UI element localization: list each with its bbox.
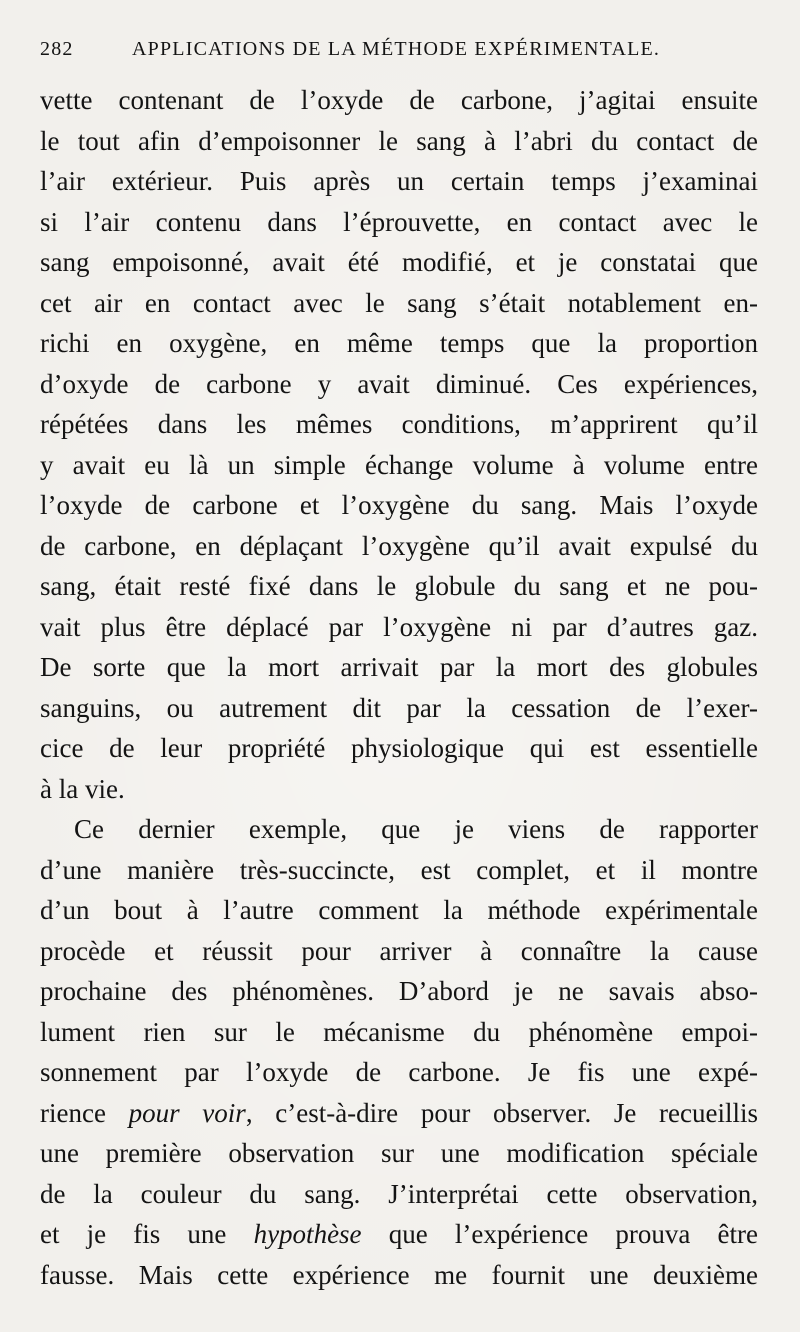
text-line: cet air en contact avec le sang s’était notablement en- [40,287,758,318]
text-line: de carbone, en déplaçant l’oxygène qu’il avait expulsé du [40,530,758,561]
text-line: répétées dans les mêmes conditions, m’apprirent qu’il [40,409,758,439]
text-line: une première observation sur une modification spéciale [40,1138,758,1168]
text-line: cice de leur propriété physiologique qui est essentielle [40,733,758,763]
text-line: le tout afin d’empoisonner le sang à l’abri du contact de [40,125,758,156]
text-segment: , c’est-à-dire pour observer. Je recueillis [245,1097,758,1128]
text-line: Ce dernier exemple, que je viens de rapporter [74,814,758,844]
text-line: sang, était resté fixé dans le globule du sang et ne pou- [40,571,758,601]
text-line: l’air extérieur. Puis après un certain temps j’examinai [40,166,758,196]
running-title: APPLICATIONS DE LA MÉTHODE EXPÉRIMENTALE. [132,38,661,60]
text-line: sang empoisonné, avait été modifié, et je constatai que [40,247,758,277]
text-line: fausse. Mais cette expérience me fournit une deuxième [40,1259,758,1290]
text-line: vait plus être déplacé par l’oxygène ni par d’autres gaz. [40,611,758,642]
text-line: d’un bout à l’autre comment la méthode expérimentale [40,895,758,925]
text-line: sanguins, ou autrement dit par la cessation de l’exer- [40,692,758,723]
text-line: de la couleur du sang. J’interprétai cette observation, [40,1178,758,1209]
italic-term: hypothèse [253,1219,362,1249]
text-line: richi en oxygène, en même temps que la proportion [40,328,758,358]
text-line: d’oxyde de carbone y avait diminué. Ces expériences, [40,368,758,399]
text-line: l’oxyde de carbone et l’oxygène du sang. Mais l’oxyde [40,490,758,520]
page-header [40,38,760,68]
text-segment: et je fis une [40,1219,254,1249]
text-line: si l’air contenu dans l’éprouvette, en contact avec le [40,206,758,237]
body-text [40,80,758,1295]
text-line: vette contenant de l’oxyde de carbone, j’agitai ensuite [40,85,758,115]
text-line: d’une manière très-succincte, est complet, et il montre [40,854,758,885]
text-line: y avait eu là un simple échange volume à volume entre [40,449,758,480]
text-line: procède et réussit pour arriver à connaître la cause [40,935,758,966]
text-line: sonnement par l’oxyde de carbone. Je fis une expé- [40,1057,758,1087]
italic-term: pour voir [128,1097,246,1128]
text-line [40,1093,758,1134]
text-segment: rience [40,1097,129,1128]
text-line: lument rien sur le mécanisme du phénomène empoi- [40,1016,758,1047]
text-line: à la vie. [40,773,125,804]
page-number: 282 [40,38,74,60]
text-line: De sorte que la mort arrivait par la mort des globules [40,652,758,682]
text-segment: que l’expérience prouva être [361,1219,758,1249]
text-line: prochaine des phénomènes. D’abord je ne savais abso- [40,976,758,1006]
text-line [40,1214,758,1255]
